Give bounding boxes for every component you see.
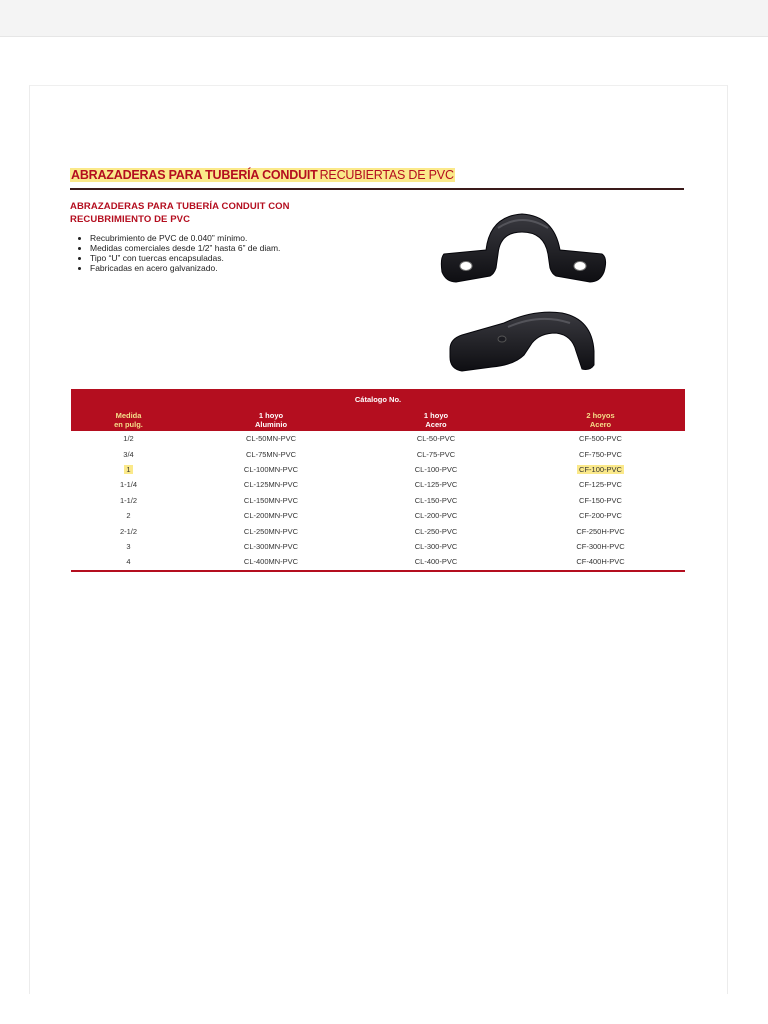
cell-2hoyos-acero: CF-400H-PVC — [516, 554, 685, 570]
cell-size: 1/2 — [123, 434, 134, 444]
column-header-1hoyo-aluminio: 1 hoyo Aluminio — [186, 409, 356, 431]
cell-1hoyo-acero: CL-75-PVC — [416, 449, 456, 459]
table-row — [71, 523, 685, 538]
cell-1hoyo-aluminio: CL-200MN-PVC — [243, 511, 299, 521]
table-row — [71, 477, 685, 492]
cell-1hoyo-acero: CL-200-PVC — [414, 511, 458, 521]
table-row — [71, 539, 685, 554]
cell-1hoyo-aluminio: CL-125MN-PVC — [243, 480, 299, 490]
catalog-group-header: Cátalogo No. — [71, 389, 685, 409]
highlighted-catalog-number: CF-100-PVC — [579, 464, 622, 474]
column-header-size: Medida en pulg. — [71, 409, 186, 431]
cell-1hoyo-acero: CL-50-PVC — [416, 434, 456, 444]
cell-size: 4 — [71, 554, 186, 570]
cell-1hoyo-acero: CL-250-PVC — [414, 526, 458, 536]
viewer-top-bar — [0, 0, 768, 37]
cell-size: 1-1/2 — [119, 495, 138, 505]
cell-2hoyos-acero — [516, 462, 685, 477]
cell-2hoyos-acero: CF-250H-PVC — [576, 526, 625, 536]
cell-2hoyos-acero: CF-750-PVC — [579, 449, 622, 459]
table-row — [71, 554, 685, 570]
highlighted-size: 1 — [126, 464, 131, 474]
one-hole-pvc-clamp-image — [444, 305, 600, 377]
cell-1hoyo-aluminio: CL-300MN-PVC — [243, 541, 299, 551]
cell-1hoyo-aluminio: CL-150MN-PVC — [243, 495, 299, 505]
header-title-normal: RECUBIERTAS DE PVC — [319, 168, 454, 182]
cell-2hoyos-acero: CF-150-PVC — [579, 495, 622, 505]
cell-2hoyos-acero: CF-500-PVC — [579, 434, 622, 444]
cell-2hoyos-acero: CF-300H-PVC — [576, 541, 625, 551]
column-header-1hoyo-acero: 1 hoyo Acero — [356, 409, 516, 431]
cell-1hoyo-aluminio: CL-250MN-PVC — [243, 526, 299, 536]
feature-item: • Fabricadas en acero galvanizado. — [90, 263, 280, 273]
cell-1hoyo-aluminio: CL-50MN-PVC — [245, 434, 296, 444]
two-hole-pvc-clamp-image — [436, 206, 612, 292]
cell-1hoyo-aluminio: CL-400MN-PVC — [186, 554, 356, 570]
feature-list — [78, 233, 280, 273]
cell-size: 3 — [126, 541, 131, 551]
cell-2hoyos-acero: CF-200-PVC — [579, 511, 622, 521]
catalog-table — [71, 389, 685, 572]
column-header-2hoyos-acero: 2 hoyos Acero — [516, 409, 685, 431]
feature-item: • Recubrimiento de PVC de 0.040” mínimo. — [90, 233, 280, 243]
cell-size: 2-1/2 — [119, 526, 138, 536]
table-row — [71, 431, 685, 446]
cell-1hoyo-aluminio: CL-100MN-PVC — [243, 464, 299, 474]
table-row — [71, 508, 685, 523]
table-row — [71, 493, 685, 508]
table-row — [71, 462, 685, 477]
product-subtitle: ABRAZADERAS PARA TUBERÍA CONDUIT CON RECUBRIMIENTO DE PVC — [70, 201, 290, 225]
feature-item: • Medidas comerciales desde 1/2” hasta 6” de diam. — [90, 243, 280, 253]
cell-1hoyo-acero: CL-100-PVC — [414, 464, 458, 474]
cell-size: 1-1/4 — [119, 480, 138, 490]
feature-item: • Tipo “U” con tuercas encapsuladas. — [90, 253, 280, 263]
cell-2hoyos-acero: CF-125-PVC — [579, 480, 622, 490]
header-title-bold: ABRAZADERAS PARA TUBERÍA CONDUIT — [71, 168, 318, 182]
cell-1hoyo-acero: CL-150-PVC — [414, 495, 458, 505]
cell-size: 3/4 — [123, 449, 134, 459]
table-row — [71, 446, 685, 461]
section-header — [70, 168, 684, 190]
cell-1hoyo-acero: CL-125-PVC — [414, 480, 458, 490]
cell-1hoyo-acero: CL-400-PVC — [356, 554, 516, 570]
cell-size — [71, 462, 186, 477]
cell-1hoyo-aluminio: CL-75MN-PVC — [245, 449, 296, 459]
cell-1hoyo-acero: CL-300-PVC — [414, 541, 458, 551]
cell-size: 2 — [126, 511, 131, 521]
